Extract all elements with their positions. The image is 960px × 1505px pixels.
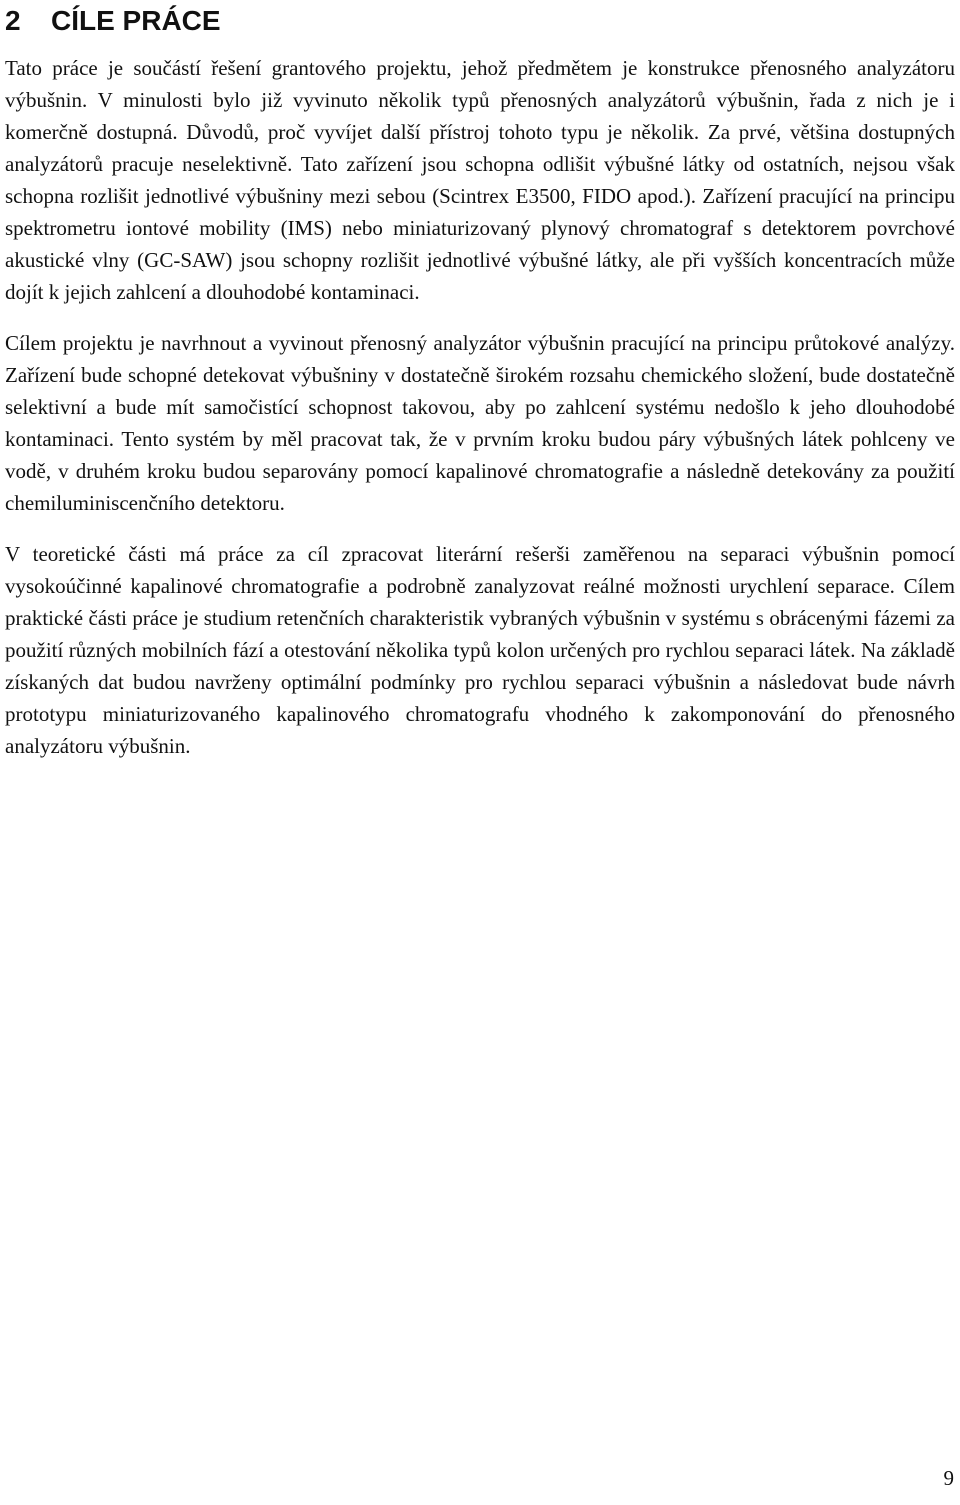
chapter-number: 2 xyxy=(5,5,21,36)
paragraph-thesis-goal: V teoretické části má práce za cíl zpracovat literární rešerši zaměřenou na separaci výbušnin pomocí vysokoúčinné kapalinové chromatografie a podrobně zanalyzovat reálné možnosti urychlení separace. Cílem praktické části práce je studium retenčních charakteristik vybraných výbušnin v systému s obrácenými fázemi za použití různých mobilních fází a otestování několika typů kolon určených pro rychlou separaci látek. Na základě získaných dat budou navrženy optimální podmínky pro rychlou separaci výbušnin a následovat bude návrh prototypu miniaturizovaného kapalinového chromatografu vhodného k zakomponování do přenosného analyzátoru výbušnin. xyxy=(5,542,955,758)
document-page xyxy=(5,0,955,781)
chapter-heading xyxy=(5,4,955,38)
page-number: 9 xyxy=(943,1466,954,1490)
paragraph-intro: Tato práce je součástí řešení grantového projektu, jehož předmětem je konstrukce přenosného analyzátoru výbušnin. V minulosti bylo již vyvinuto několik typů přenosných analyzátorů výbušnin, řada z nich je i komerčně dostupná. Důvodů, proč vyvíjet další přístroj tohoto typu je několik. Za prvé, většina dostupných analyzátorů pracuje neselektivně. Tato zařízení jsou schopna odlišit výbušné látky od ostatních, nejsou však schopna rozlišit jednotlivé výbušniny mezi sebou (Scintrex E3500, FIDO apod.). Zařízení pracující na principu spektrometru iontové mobility (IMS) nebo miniaturizovaný plynový chromatograf s detektorem povrchové akustické vlny (GC-SAW) jsou schopny rozlišit jednotlivé výbušné látky, ale při vyšších koncentracích může dojít k jejich zahlcení a dlouhodobé kontaminaci. xyxy=(5,56,955,304)
paragraph-project-goal: Cílem projektu je navrhnout a vyvinout přenosný analyzátor výbušnin pracující na principu průtokové analýzy. Zařízení bude schopné detekovat výbušniny v dostatečně širokém rozsahu chemického složení, bude dostatečně selektivní a bude mít samočistící schopnost takovou, aby po zahlcení systému nedošlo k jeho dlouhodobé kontaminaci. Tento systém by měl pracovat tak, že v prvním kroku budou páry výbušných látek pohlceny ve vodě, v druhém kroku budou separovány pomocí kapalinové chromatografie a následně detekovány za použití chemiluminiscenčního detektoru. xyxy=(5,331,955,515)
chapter-title: CÍLE PRÁCE xyxy=(51,5,221,36)
